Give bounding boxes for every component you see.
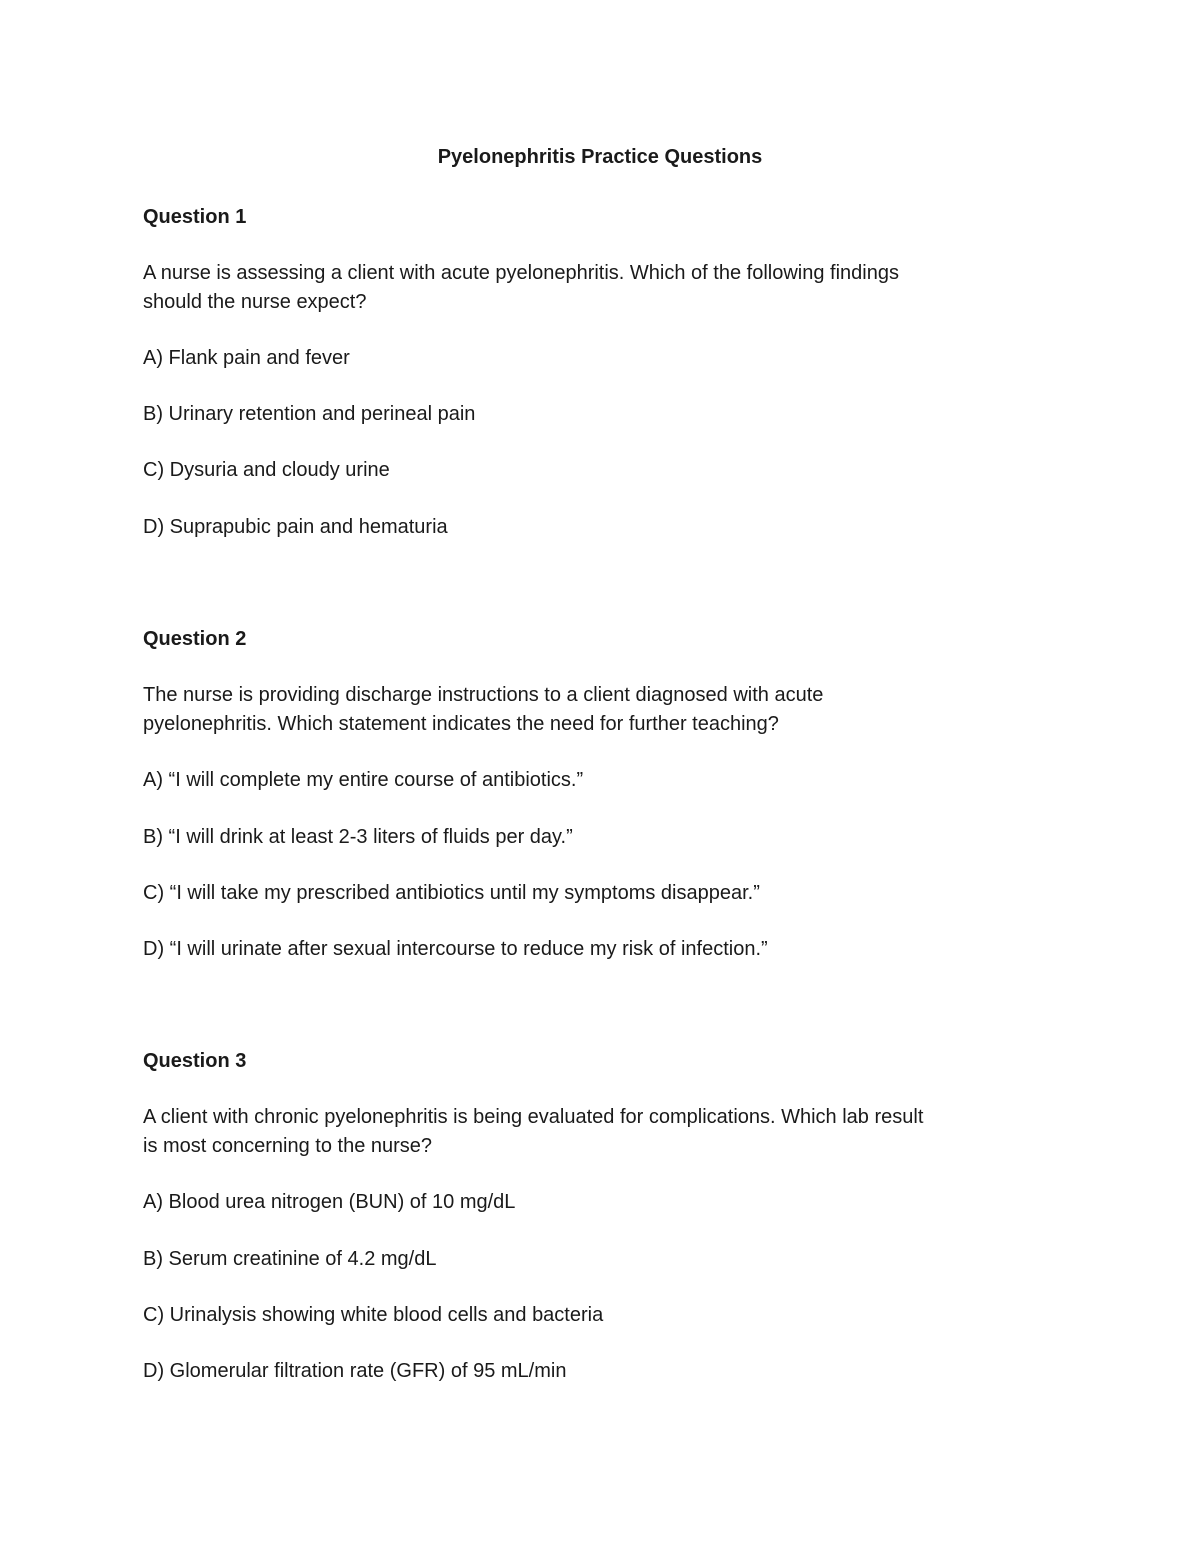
document-title: Pyelonephritis Practice Questions xyxy=(437,146,763,168)
question-heading: Question 1 xyxy=(143,206,247,228)
answer-option-c: C) “I will take my prescribed antibiotics until my symptoms disappear.” xyxy=(143,882,760,904)
answer-option-b: B) Urinary retention and perineal pain xyxy=(143,403,476,425)
question-stem-line: A nurse is assessing a client with acute pyelonephritis. Which of the following findings xyxy=(143,262,899,284)
answer-option-b: B) Serum creatinine of 4.2 mg/dL xyxy=(143,1248,437,1270)
answer-option-d: D) Glomerular filtration rate (GFR) of 95 mL/min xyxy=(143,1360,567,1382)
question-stem-line: A client with chronic pyelonephritis is being evaluated for complications. Which lab result xyxy=(143,1106,924,1128)
question-heading: Question 2 xyxy=(143,628,247,650)
answer-option-a: A) “I will complete my entire course of antibiotics.” xyxy=(143,769,584,791)
answer-option-d: D) Suprapubic pain and hematuria xyxy=(143,516,448,538)
answer-option-c: C) Urinalysis showing white blood cells and bacteria xyxy=(143,1304,604,1326)
question-stem-line: The nurse is providing discharge instructions to a client diagnosed with acute xyxy=(143,684,824,706)
answer-option-c: C) Dysuria and cloudy urine xyxy=(143,459,390,481)
question-stem-line: pyelonephritis. Which statement indicates the need for further teaching? xyxy=(143,713,779,735)
answer-option-b: B) “I will drink at least 2-3 liters of fluids per day.” xyxy=(143,826,573,848)
answer-option-d: D) “I will urinate after sexual intercourse to reduce my risk of infection.” xyxy=(143,938,768,960)
question-stem-line: should the nurse expect? xyxy=(143,291,367,313)
question-heading: Question 3 xyxy=(143,1050,247,1072)
answer-option-a: A) Flank pain and fever xyxy=(143,347,350,369)
answer-option-a: A) Blood urea nitrogen (BUN) of 10 mg/dL xyxy=(143,1191,516,1213)
question-stem-line: is most concerning to the nurse? xyxy=(143,1135,433,1157)
